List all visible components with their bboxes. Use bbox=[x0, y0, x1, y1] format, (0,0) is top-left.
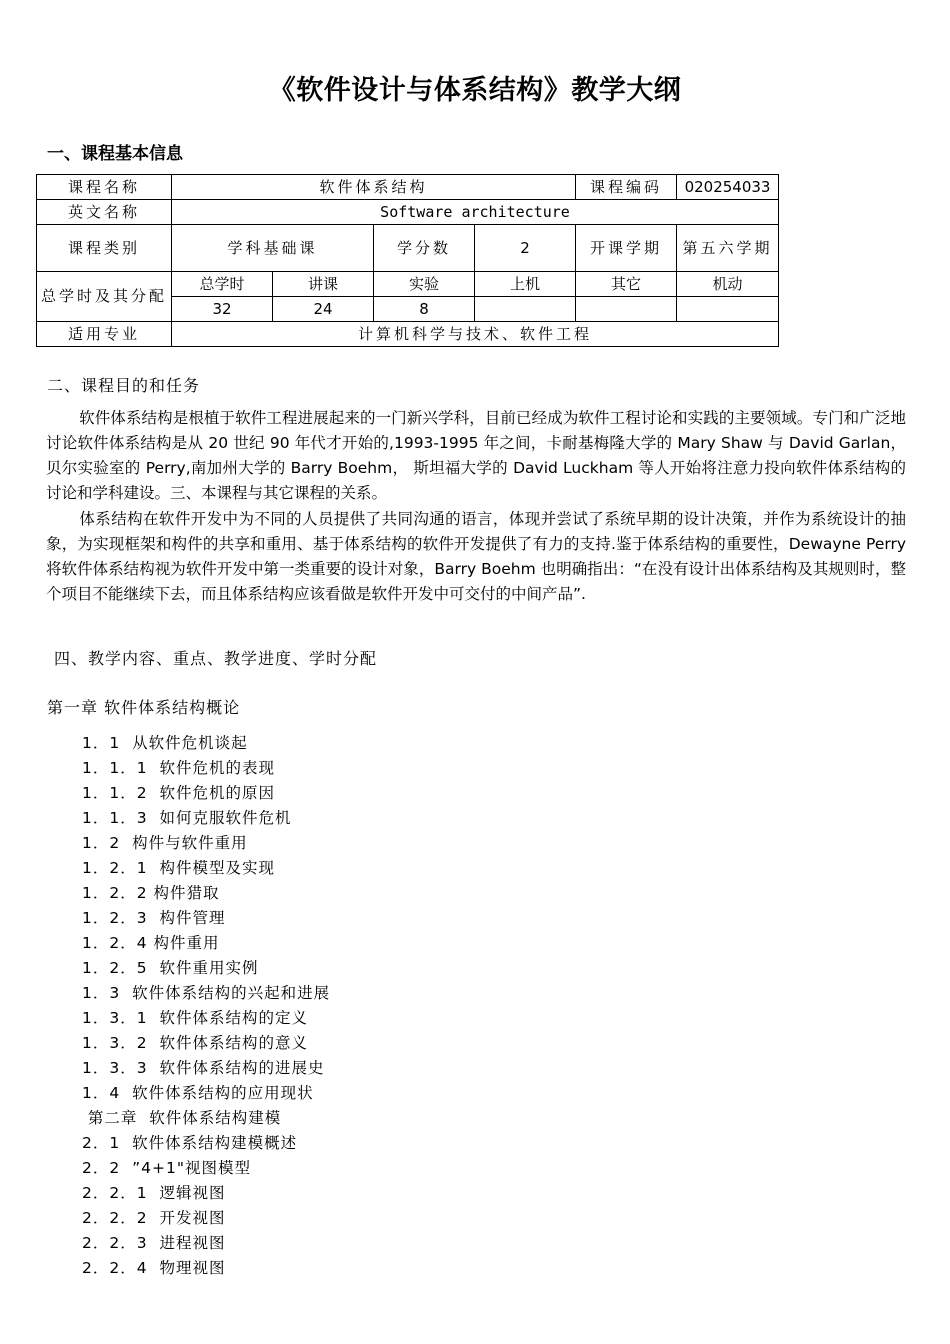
section-heading-objectives: 二、课程目的和任务 bbox=[47, 376, 201, 395]
course-type-value: 学科基础课 bbox=[172, 225, 374, 272]
objectives-paragraph-1-text: 软件体系结构是根植于软件工程进展起来的一门新兴学科，目前已经成为软件工程讨论和实践的主要领域。专门和广泛地讨论软件体系结构是从 20 世纪 90 年代才开始的,1993-1995 年之间，卡耐基梅隆大学的 Mary Shaw 与 David Garlan， 贝尔实验室的 Perry,南加州大学的 Barry Boehm， 斯坦福大学的 David Luckham 等人开始将注意力投向软件体系结构的讨论和学科建设。三、本课程与其它课程的关系。 bbox=[46, 409, 906, 502]
list-item: 1．3．3 软件体系结构的进展史 bbox=[82, 1059, 325, 1077]
hours-header-lecture: 讲课 bbox=[273, 272, 374, 297]
list-item: 1．2．5 软件重用实例 bbox=[82, 959, 259, 977]
section-heading-content: 四、教学内容、重点、教学进度、学时分配 bbox=[54, 649, 378, 668]
list-item: 1．2．4 构件重用 bbox=[82, 934, 220, 952]
hours-value-lab: 8 bbox=[374, 297, 475, 322]
list-item: 1．2．2 构件猎取 bbox=[82, 884, 220, 902]
credits-label: 学分数 bbox=[374, 225, 475, 272]
table-row bbox=[37, 272, 779, 297]
semester-value: 第五六学期 bbox=[677, 225, 779, 272]
hours-header-other: 其它 bbox=[576, 272, 677, 297]
list-item: 2．2 ”4+1"视图模型 bbox=[82, 1159, 251, 1177]
list-item: 1．3．2 软件体系结构的意义 bbox=[82, 1034, 308, 1052]
list-item: 1．2．3 构件管理 bbox=[82, 909, 226, 927]
course-code-value: 020254033 bbox=[677, 175, 779, 200]
hours-header-total: 总学时 bbox=[172, 272, 273, 297]
hours-value-flexible bbox=[677, 297, 779, 322]
page-title: 《软件设计与体系结构》教学大纲 bbox=[268, 75, 682, 106]
hours-value-other bbox=[576, 297, 677, 322]
hours-header-computer: 上机 bbox=[475, 272, 576, 297]
hours-value-total: 32 bbox=[172, 297, 273, 322]
list-item: 2．2．3 进程视图 bbox=[82, 1234, 226, 1252]
list-item: 1．3 软件体系结构的兴起和进展 bbox=[82, 984, 331, 1002]
section-heading-basic-info: 一、课程基本信息 bbox=[47, 144, 183, 164]
list-item: 1．1．1 软件危机的表现 bbox=[82, 759, 275, 777]
course-name-label: 课程名称 bbox=[37, 175, 172, 200]
list-item: 1．2．1 构件模型及实现 bbox=[82, 859, 275, 877]
objectives-paragraph-2 bbox=[46, 507, 906, 607]
course-name-value: 软件体系结构 bbox=[172, 175, 576, 200]
hours-value-lecture: 24 bbox=[273, 297, 374, 322]
hours-header-flexible: 机动 bbox=[677, 272, 779, 297]
major-value: 计算机科学与技术、软件工程 bbox=[172, 322, 779, 347]
table-row bbox=[37, 322, 779, 347]
course-type-label: 课程类别 bbox=[37, 225, 172, 272]
course-info-table bbox=[36, 174, 779, 347]
hours-label: 总学时及其分配 bbox=[37, 272, 172, 322]
list-item: 1．1．2 软件危机的原因 bbox=[82, 784, 275, 802]
english-name-value: Software architecture bbox=[172, 200, 779, 225]
chapter-1-title: 第一章 软件体系结构概论 bbox=[47, 698, 241, 717]
course-code-label: 课程编码 bbox=[576, 175, 677, 200]
list-item: 2．1 软件体系结构建模概述 bbox=[82, 1134, 298, 1152]
objectives-paragraph-2-text: 体系结构在软件开发中为不同的人员提供了共同沟通的语言，体现并尝试了系统早期的设计决策，并作为系统设计的抽象，为实现框架和构件的共享和重用、基于体系结构的软件开发提供了有力的支持.鉴于体系结构的重要性，Dewayne Perry 将软件体系结构视为软件开发中第一类重要的设计对象，Barry Boehm 也明确指出：“在没有设计出体系结构及其规则时，整个项目不能继续下去，而且体系结构应该看做是软件开发中可交付的中间产品”. bbox=[46, 510, 906, 603]
hours-value-computer bbox=[475, 297, 576, 322]
table-row bbox=[37, 225, 779, 272]
english-name-label: 英文名称 bbox=[37, 200, 172, 225]
table-row bbox=[37, 175, 779, 200]
toc-list bbox=[82, 731, 582, 1281]
list-item: 2．2．1 逻辑视图 bbox=[82, 1184, 226, 1202]
credits-value: 2 bbox=[475, 225, 576, 272]
list-item: 1．3．1 软件体系结构的定义 bbox=[82, 1009, 308, 1027]
hours-header-lab: 实验 bbox=[374, 272, 475, 297]
list-item: 1．4 软件体系结构的应用现状 bbox=[82, 1084, 314, 1102]
list-item: 1．1 从软件危机谈起 bbox=[82, 734, 248, 752]
list-item: 2．2．4 物理视图 bbox=[82, 1259, 226, 1277]
table-row bbox=[37, 200, 779, 225]
major-label: 适用专业 bbox=[37, 322, 172, 347]
list-item: 第二章 软件体系结构建模 bbox=[82, 1109, 282, 1127]
objectives-paragraph-1 bbox=[46, 406, 906, 506]
list-item: 2．2．2 开发视图 bbox=[82, 1209, 226, 1227]
list-item: 1．2 构件与软件重用 bbox=[82, 834, 248, 852]
semester-label: 开课学期 bbox=[576, 225, 677, 272]
list-item: 1．1．3 如何克服软件危机 bbox=[82, 809, 292, 827]
